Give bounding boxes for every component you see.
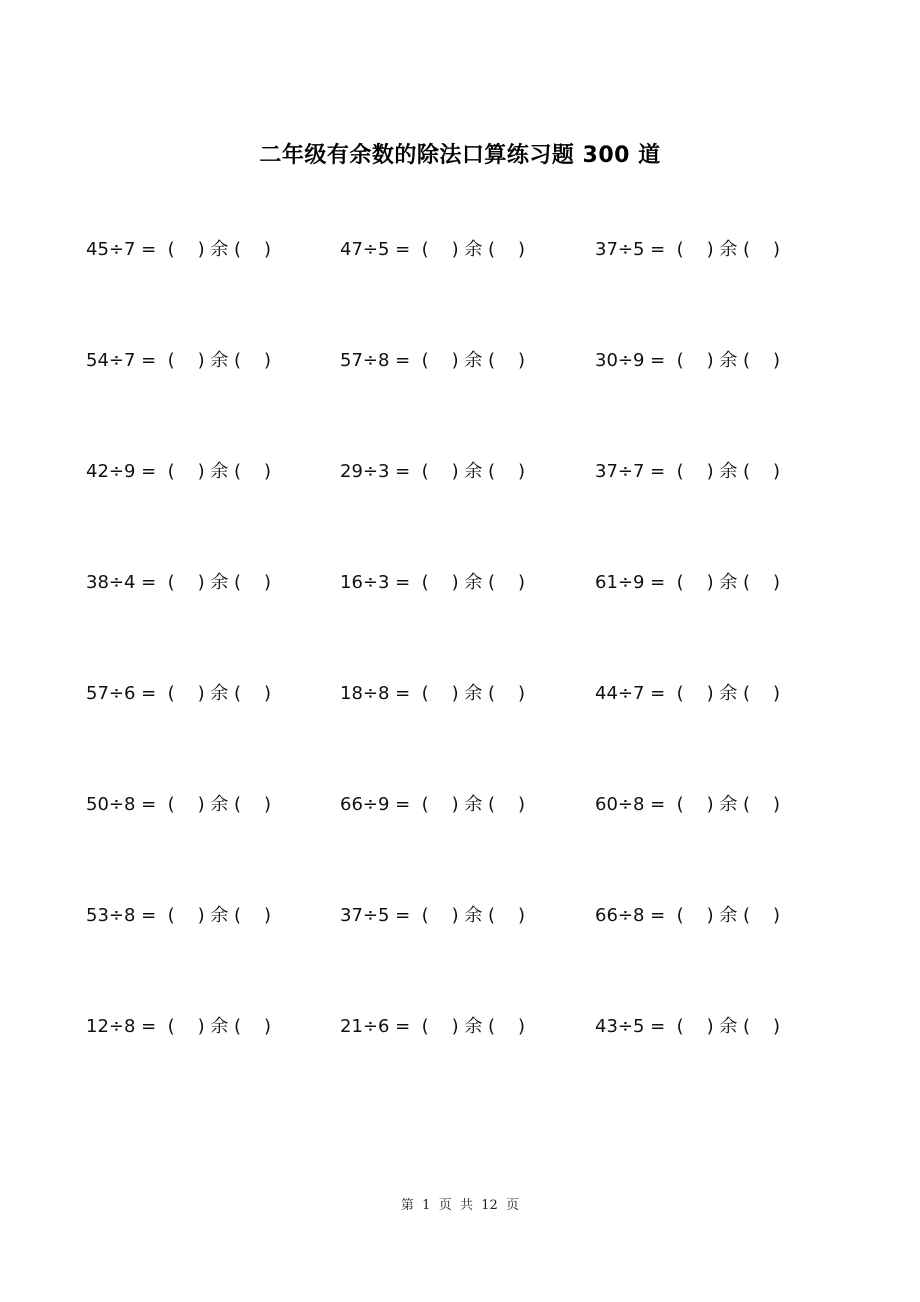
division-problem: 37÷5 = ( ) 余 ( )	[595, 239, 780, 260]
division-problem: 37÷5 = ( ) 余 ( )	[340, 905, 525, 926]
division-problem: 42÷9 = ( ) 余 ( )	[86, 461, 271, 482]
division-problem: 37÷7 = ( ) 余 ( )	[595, 461, 780, 482]
problem-row	[86, 902, 846, 1013]
division-problem: 57÷6 = ( ) 余 ( )	[86, 683, 271, 704]
division-problem: 66÷8 = ( ) 余 ( )	[595, 905, 780, 926]
division-problem: 12÷8 = ( ) 余 ( )	[86, 1016, 271, 1037]
division-problem: 21÷6 = ( ) 余 ( )	[340, 1016, 525, 1037]
problem-row	[86, 791, 846, 902]
problem-row	[86, 680, 846, 791]
division-problem: 30÷9 = ( ) 余 ( )	[595, 350, 780, 371]
division-problem: 57÷8 = ( ) 余 ( )	[340, 350, 525, 371]
problem-row	[86, 236, 846, 347]
problem-row	[86, 569, 846, 680]
problem-grid	[86, 236, 846, 1124]
problem-row	[86, 1013, 846, 1124]
division-problem: 53÷8 = ( ) 余 ( )	[86, 905, 271, 926]
page-title: 二年级有余数的除法口算练习题 300 道	[259, 143, 661, 168]
problem-row	[86, 458, 846, 569]
problem-row	[86, 347, 846, 458]
division-problem: 47÷5 = ( ) 余 ( )	[340, 239, 525, 260]
division-problem: 45÷7 = ( ) 余 ( )	[86, 239, 271, 260]
division-problem: 29÷3 = ( ) 余 ( )	[340, 461, 525, 482]
page-number-footer: 第 1 页 共 12 页	[400, 1198, 520, 1213]
division-problem: 50÷8 = ( ) 余 ( )	[86, 794, 271, 815]
division-problem: 43÷5 = ( ) 余 ( )	[595, 1016, 780, 1037]
division-problem: 44÷7 = ( ) 余 ( )	[595, 683, 780, 704]
division-problem: 60÷8 = ( ) 余 ( )	[595, 794, 780, 815]
division-problem: 66÷9 = ( ) 余 ( )	[340, 794, 525, 815]
division-problem: 54÷7 = ( ) 余 ( )	[86, 350, 271, 371]
division-problem: 18÷8 = ( ) 余 ( )	[340, 683, 525, 704]
division-problem: 61÷9 = ( ) 余 ( )	[595, 572, 780, 593]
division-problem: 16÷3 = ( ) 余 ( )	[340, 572, 525, 593]
division-problem: 38÷4 = ( ) 余 ( )	[86, 572, 271, 593]
